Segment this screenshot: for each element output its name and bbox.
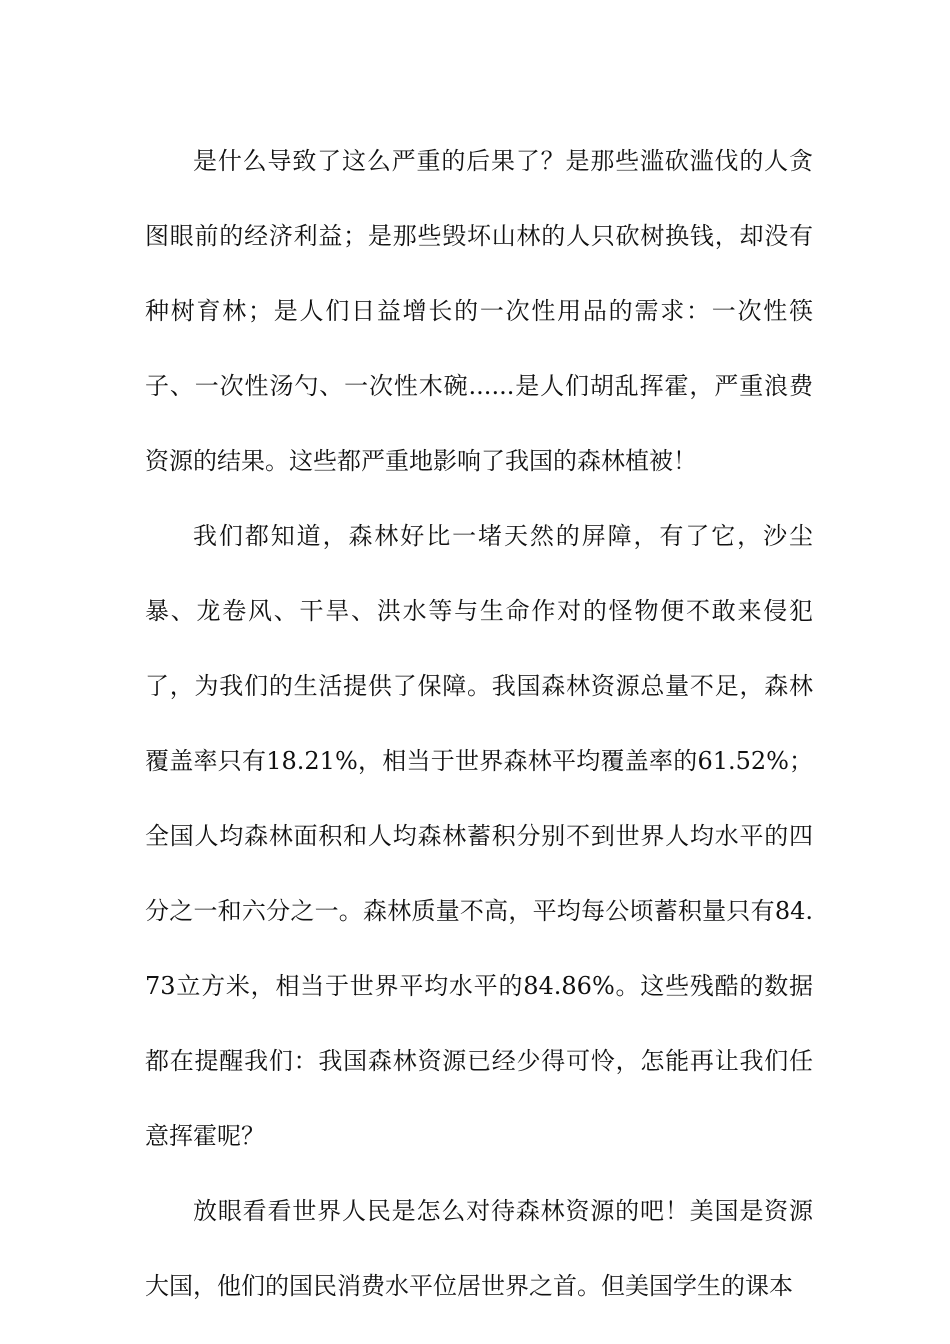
- paragraph-3: 放眼看看世界人民是怎么对待森林资源的吧！美国是资源大国，他们的国民消费水平位居世界之首。但美国学生的课本: [145, 1197, 813, 1300]
- paragraph-1: 是什么导致了这么严重的后果了？是那些滥砍滥伐的人贪图眼前的经济利益；是那些毁坏山林的人只砍树换钱，却没有种树育林；是人们日益增长的一次性用品的需求：一次性筷子、一次性汤勺、一次性木碗......是人们胡乱挥霍，严重浪费资源的结果。这些都严重地影响了我国的森林植被！: [145, 147, 813, 475]
- document-body: [145, 124, 813, 1324]
- paragraph-2: 我们都知道，森林好比一堵天然的屏障，有了它，沙尘暴、龙卷风、干旱、洪水等与生命作对的怪物便不敢来侵犯了，为我们的生活提供了保障。我国森林资源总量不足，森林覆盖率只有18.21%，相当于世界森林平均覆盖率的61.52%；全国人均森林面积和人均森林蓄积分别不到世界人均水平的四分之一和六分之一。森林质量不高，平均每公顷蓄积量只有84.73立方米，相当于世界平均水平的84.86%。这些残酷的数据都在提醒我们：我国森林资源已经少得可怜，怎能再让我们任意挥霍呢？: [145, 522, 813, 1150]
